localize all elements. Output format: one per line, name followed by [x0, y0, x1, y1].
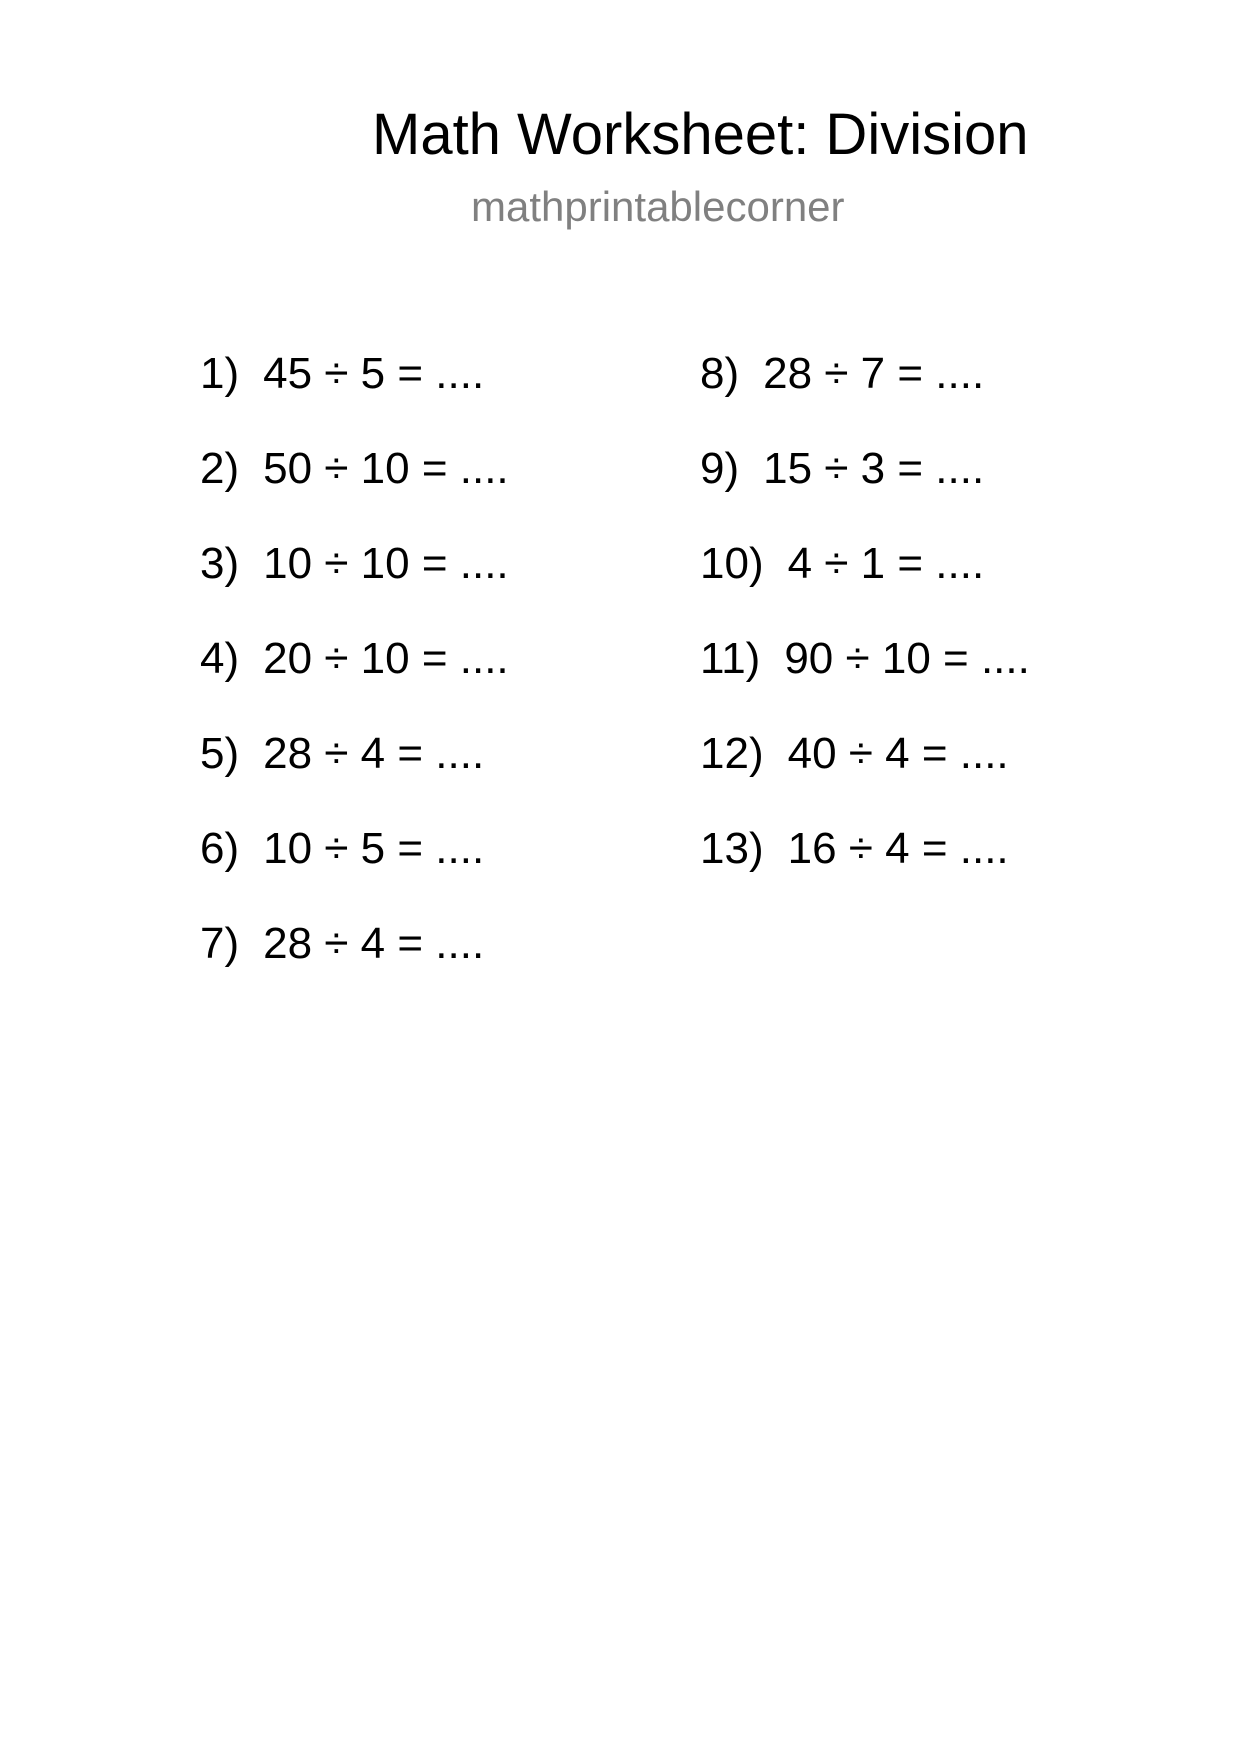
problem-expression: 15 ÷ 3 = .... [763, 444, 985, 493]
problem-item [200, 443, 509, 495]
problem-item [700, 633, 1030, 685]
problem-item [700, 728, 1009, 780]
problem-expression: 40 ÷ 4 = .... [787, 729, 1009, 778]
problem-expression: 16 ÷ 4 = .... [787, 824, 1009, 873]
problem-number: 12) [700, 729, 764, 778]
problem-expression: 10 ÷ 5 = .... [263, 824, 485, 873]
problem-number: 13) [700, 824, 764, 873]
problem-item [200, 538, 509, 590]
problem-number: 11) [700, 634, 761, 683]
problem-number: 5) [200, 729, 240, 778]
problem-number: 6) [200, 824, 240, 873]
problem-expression: 28 ÷ 7 = .... [763, 349, 985, 398]
problem-item [200, 918, 484, 970]
worksheet-subtitle: mathprintablecorner [471, 183, 845, 230]
problem-expression: 50 ÷ 10 = .... [263, 444, 509, 493]
problem-expression: 90 ÷ 10 = .... [784, 634, 1030, 683]
problem-expression: 20 ÷ 10 = .... [263, 634, 509, 683]
problem-expression: 28 ÷ 4 = .... [263, 729, 485, 778]
problem-number: 1) [200, 349, 240, 398]
problem-expression: 4 ÷ 1 = .... [787, 539, 985, 588]
problem-number: 9) [700, 444, 740, 493]
problem-item [700, 538, 984, 590]
problem-number: 3) [200, 539, 240, 588]
problem-item [200, 348, 484, 400]
problem-number: 7) [200, 919, 240, 968]
problem-item [200, 728, 484, 780]
problem-item [700, 348, 984, 400]
problem-expression: 28 ÷ 4 = .... [263, 919, 485, 968]
problem-item [700, 443, 984, 495]
worksheet-title: Math Worksheet: Division [372, 102, 1029, 167]
problem-number: 4) [200, 634, 240, 683]
problem-number: 10) [700, 539, 764, 588]
problem-number: 2) [200, 444, 240, 493]
problem-item [200, 633, 509, 685]
problem-item [200, 823, 484, 875]
problem-number: 8) [700, 349, 740, 398]
problem-item [700, 823, 1009, 875]
problem-expression: 10 ÷ 10 = .... [263, 539, 509, 588]
problem-expression: 45 ÷ 5 = .... [263, 349, 485, 398]
